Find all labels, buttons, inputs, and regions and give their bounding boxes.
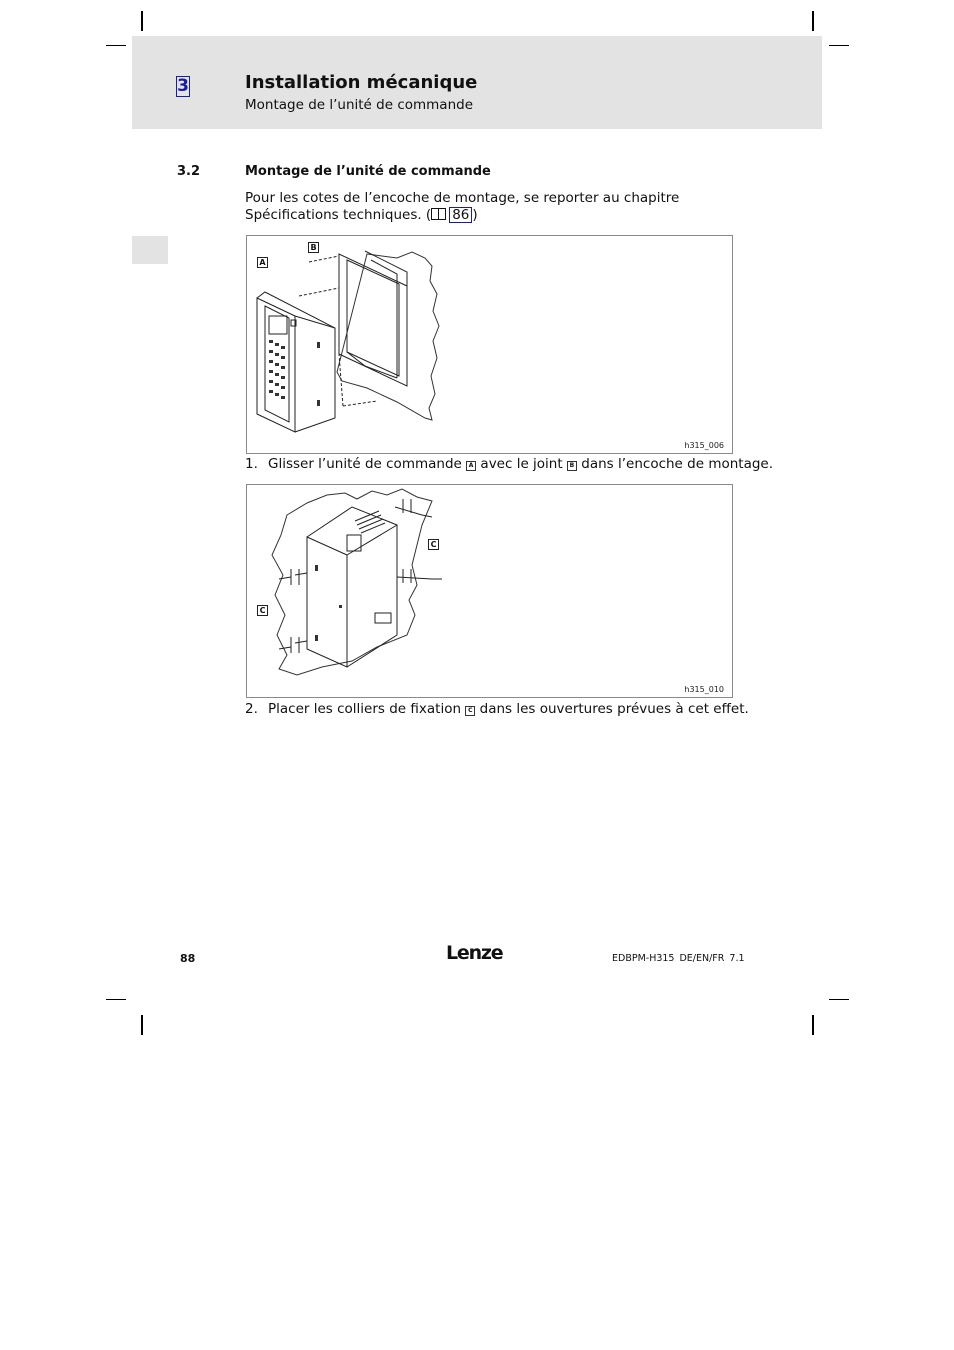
figure-fixing-clamps [246,484,733,698]
step-number: 2. [245,701,258,717]
step-number: 1. [245,456,258,472]
crop-mark [106,45,126,46]
crop-mark [141,11,143,31]
chapter-number-link[interactable]: 3 [177,76,189,96]
callout-c-right: C [428,539,439,550]
step-text: Glisser l’unité de commande [268,456,462,472]
page-reference-link[interactable]: 86 [449,207,472,223]
crop-mark [829,999,849,1000]
step-2 [245,701,749,717]
callout-c-left: C [257,605,268,616]
marker-a: A [466,461,476,471]
marker-c: C [465,706,475,716]
page-number: 88 [180,952,196,965]
figure-code: h315_010 [684,685,724,694]
figure-1-drawing [247,236,732,453]
step-text: dans les ouvertures prévues à cet effet. [479,701,749,717]
crop-mark [141,1015,143,1035]
crop-mark [812,1015,814,1035]
book-icon [431,208,446,220]
lenze-logo: Lenze [446,942,503,964]
intro-text: Pour les cotes de l’encoche de montage, se reporter au chapitre Spécifications techniques. ( [245,190,680,223]
side-thumb-tab [132,236,168,264]
step-text: dans l’encoche de montage. [581,456,774,472]
callout-a: A [257,257,268,268]
step-1 [245,456,773,472]
chapter-subtitle: Montage de l’unité de commande [245,97,474,113]
chapter-title: Installation mécanique [245,72,478,93]
step-text: Placer les colliers de fixation [268,701,462,717]
step-text: avec le joint [480,456,563,472]
callout-b: B [308,242,319,253]
intro-close: ) [472,207,478,223]
marker-b: B [567,461,577,471]
crop-mark [106,999,126,1000]
intro-paragraph [245,190,740,224]
crop-mark [829,45,849,46]
figure-2-drawing [247,485,732,697]
section-title: Montage de l’unité de commande [245,164,491,179]
section-number: 3.2 [177,164,201,179]
crop-mark [812,11,814,31]
figure-code: h315_006 [684,441,724,450]
figure-mounting-cutout [246,235,733,454]
document-code: EDBPM-H315 DE/EN/FR 7.1 [612,953,745,964]
